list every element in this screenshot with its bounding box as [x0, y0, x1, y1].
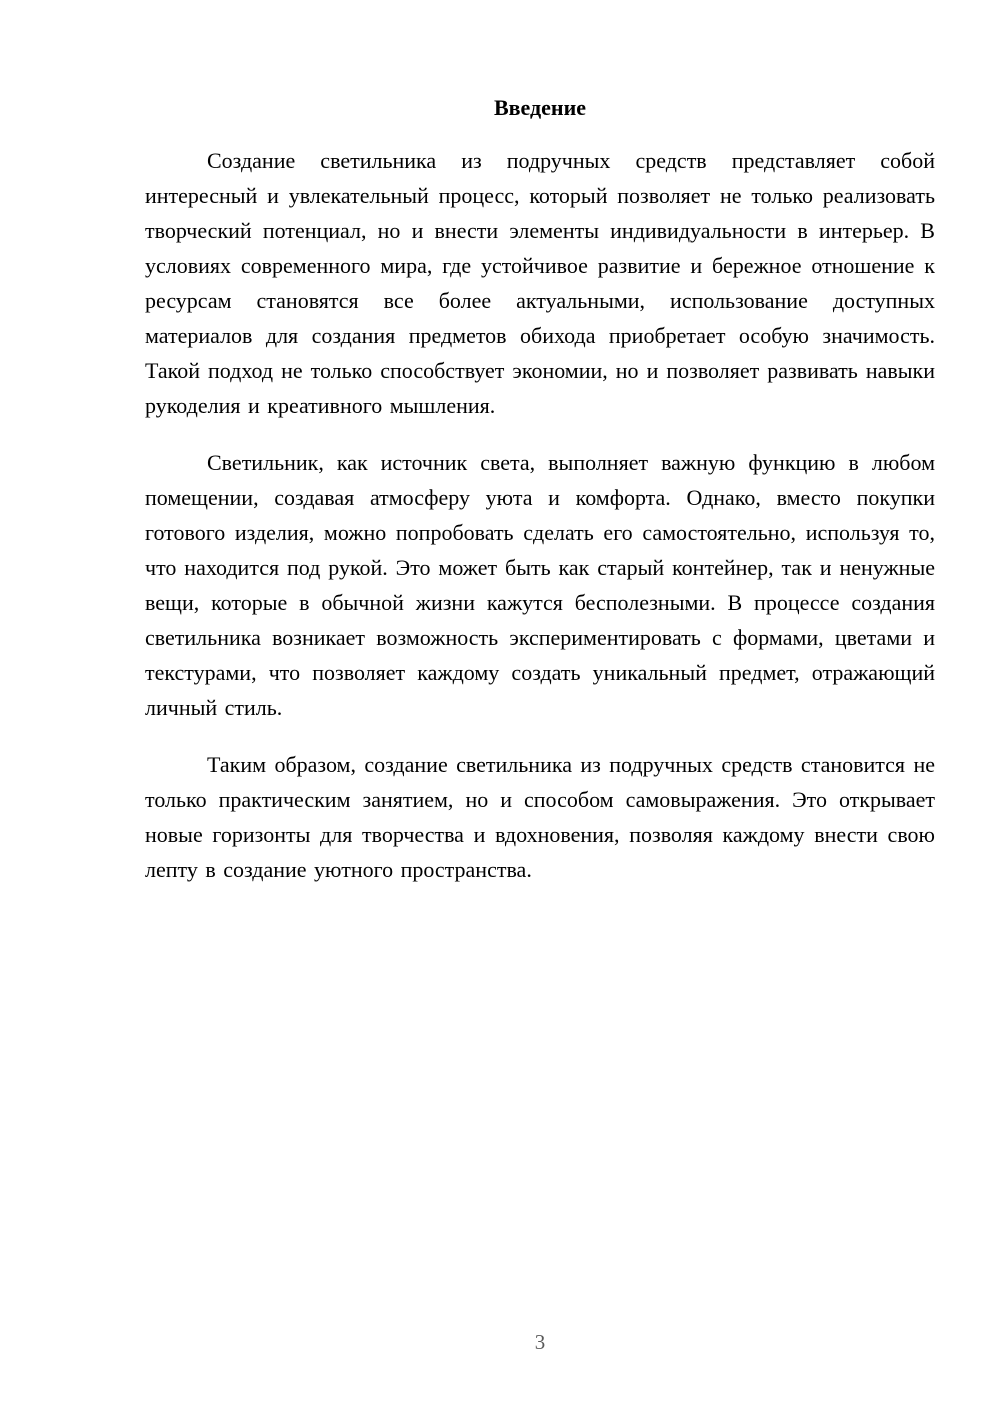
paragraph-2: Светильник, как источник света, выполняет важную функцию в любом помещении, создавая атмосферу уюта и комфорта. Однако, вместо покупки готового изделия, можно попробовать сделать его самостоятельно, используя то, что находится под рукой. Это может быть как старый контейнер, так и ненужные вещи, которые в обычной жизни кажутся бесполезными. В процессе создания светильника возникает возможность экспериментировать с формами, цветами и текстурами, что позволяет каждому создать уникальный предмет, отражающий личный стиль. [145, 450, 935, 720]
document-title: Введение [493, 95, 587, 120]
paragraph-3: Таким образом, создание светильника из подручных средств становится не только практическим занятием, но и способом самовыражения. Это открывает новые горизонты для творчества и вдохновения, позволяя каждому внести свою лепту в создание уютного пространства. [145, 752, 935, 882]
page-footer [145, 1328, 935, 1356]
document-content [145, 90, 935, 909]
page-number: 3 [534, 1330, 546, 1354]
paragraph-1: Создание светильника из подручных средств представляет собой интересный и увлекательный процесс, который позволяет не только реализовать творческий потенциал, но и внести элементы индивидуальности в интерьер. В условиях современного мира, где устойчивое развитие и бережное отношение к ресурсам становятся все более актуальными, использование доступных материалов для создания предметов обихода приобретает особую значимость. Такой подход не только способствует экономии, но и позволяет развивать навыки рукоделия и креативного мышления. [145, 148, 935, 418]
